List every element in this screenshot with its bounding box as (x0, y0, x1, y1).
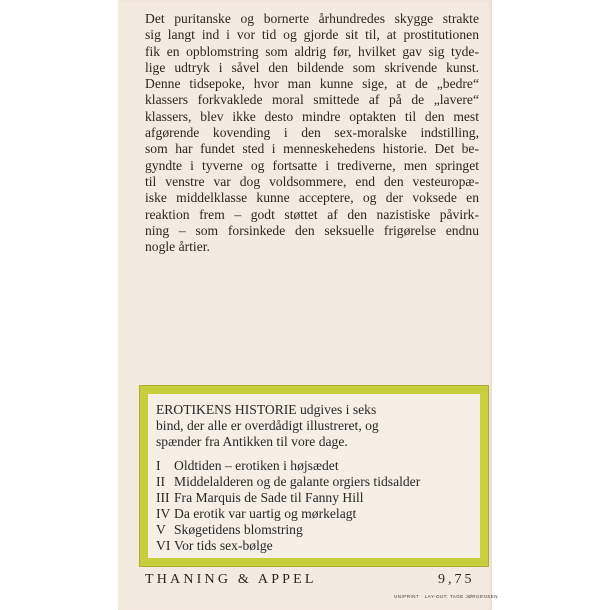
blurb-text (145, 11, 479, 255)
series-intro-line: bind, der alle er overdådigt illustreret, og (156, 418, 379, 433)
blurb-line: klassers, blev ikke desto mindre optakten til den mest (145, 108, 479, 124)
series-intro-line: EROTIKENS HISTORIE udgives i seks (156, 402, 377, 417)
series-info-box (140, 386, 488, 566)
blurb-line: afgørende kovending i den sex-moralske indstilling, (145, 125, 479, 141)
blurb-line: fik en opblomstring som aldrig før, hvilket gav sig tyde- (145, 43, 479, 59)
blurb-line: klassers forkvaklede moral smittede af på de „lavere“ (145, 92, 479, 108)
blurb-line: iske middelklasse kunne acceptere, og der voksede en (145, 190, 479, 206)
volume-title: Oldtiden – erotiken i højsædet (174, 458, 339, 473)
volume-item (156, 458, 476, 474)
series-intro (156, 402, 476, 450)
blurb-line: nogle årtier. (145, 239, 210, 255)
volume-number: VI (156, 538, 171, 553)
volume-title: Vor tids sex-bølge (174, 538, 273, 553)
blurb-line: som har fundet sted i menneskehedens historie. Det be- (145, 141, 479, 157)
volume-number: III (156, 490, 170, 505)
volume-number: I (156, 458, 161, 473)
price-label: 9,75 (438, 572, 475, 587)
blurb-line: sig langt ind i vor tid og gjorde sit til, at prostitutionen (145, 27, 479, 43)
blurb-line: ning – som forsinkede den seksuelle frigørelse endnu (145, 222, 479, 238)
blurb-line: Denne tidsepoke, hvor man kunne sige, at de „bedre“ (145, 76, 479, 92)
volume-item (156, 506, 476, 522)
series-info-content (156, 402, 476, 554)
blurb-line: gyndte i tyverne og fortsatte i trediverne, men springet (145, 157, 479, 173)
publisher-name: THANING & APPEL (145, 572, 317, 587)
series-intro-line: spænder fra Antikken til vore dage. (156, 434, 348, 449)
volume-item (156, 474, 476, 490)
volume-title: Skøgetidens blomstring (174, 522, 303, 537)
volume-item (156, 490, 476, 506)
print-credit: UNIPRINT · LAY-OUT: TAGE JØRGENSEN (394, 594, 499, 599)
volume-list (156, 458, 476, 554)
volume-number: IV (156, 506, 171, 521)
volume-number: V (156, 522, 166, 537)
volume-item (156, 538, 476, 554)
blurb-line: Det puritanske og bornerte århundredes skygge strakte (145, 11, 479, 26)
blurb-line: reaktion frem – godt støttet af den nazistiske påvirk- (145, 206, 479, 222)
volume-number: II (156, 474, 166, 489)
volume-title: Da erotik var uartig og mørkelagt (174, 506, 357, 521)
volume-title: Middelalderen og de galante orgiers tidsalder (174, 474, 421, 489)
blurb-line: til venstre var dog voldsommere, end den vesteuropæ- (145, 173, 479, 189)
volume-item (156, 522, 476, 538)
blurb-line: lige udtryk i såvel den bildende som skrivende kunst. (145, 59, 479, 75)
volume-title: Fra Marquis de Sade til Fanny Hill (174, 490, 364, 505)
